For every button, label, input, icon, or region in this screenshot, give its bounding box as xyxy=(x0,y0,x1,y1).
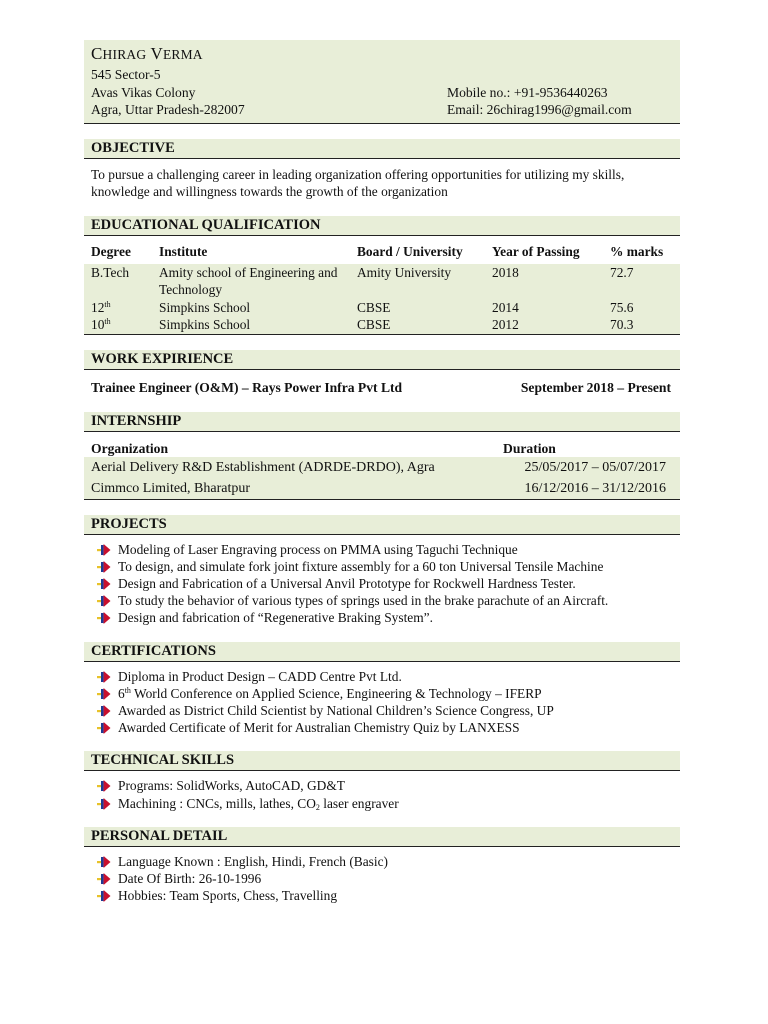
work-heading: WORK EXPIRIENCE xyxy=(84,350,680,370)
address-line-2: Avas Vikas Colony xyxy=(91,84,196,100)
address-row-3 xyxy=(91,101,673,119)
list-item xyxy=(97,558,680,575)
marks-cell: 70.3 xyxy=(610,316,680,334)
certification-ordinal: 6 xyxy=(118,685,125,701)
personal-text: Hobbies: Team Sports, Chess, Travelling xyxy=(118,888,338,904)
degree-cell xyxy=(84,316,159,334)
list-item xyxy=(84,478,680,500)
projects-heading: PROJECTS xyxy=(84,515,680,535)
list-item xyxy=(97,870,680,887)
arrow-bullet-icon xyxy=(97,595,111,607)
arrow-bullet-icon xyxy=(97,780,111,792)
degree-suffix: th xyxy=(104,299,111,309)
degree-cell: B.Tech xyxy=(84,264,159,299)
list-item xyxy=(97,592,680,609)
list-item xyxy=(97,668,680,685)
candidate-name: CHIRAG VERMA xyxy=(91,44,203,63)
degree-number: 10 xyxy=(91,317,105,332)
certification-ordinal-suffix: th xyxy=(124,685,131,695)
institute-cell: Simpkins School xyxy=(159,316,357,334)
arrow-bullet-icon xyxy=(97,798,111,810)
arrow-bullet-icon xyxy=(97,561,111,573)
table-row xyxy=(84,299,680,317)
internship-duration: 16/12/2016 – 31/12/2016 xyxy=(524,480,666,496)
list-item xyxy=(97,575,680,592)
arrow-bullet-icon xyxy=(97,856,111,868)
arrow-bullet-icon xyxy=(97,612,111,624)
work-role: Trainee Engineer (O&M) – Rays Power Infra Pvt Ltd xyxy=(91,379,403,395)
project-text: Design and Fabrication of a Universal Anvil Prototype for Rockwell Hardness Tester. xyxy=(118,575,576,591)
certifications-list xyxy=(84,662,680,737)
personal-text: Language Known : English, Hindi, French (Basic) xyxy=(118,853,388,869)
address-line-3: Agra, Uttar Pradesh-282007 xyxy=(91,102,245,117)
degree-number: 12 xyxy=(91,299,105,315)
project-text: To design, and simulate fork joint fixture assembly for a 60 ton Universal Tensile Machine xyxy=(118,558,604,574)
email-address: Email: 26chirag1996@gmail.com xyxy=(447,102,632,117)
arrow-bullet-icon xyxy=(97,873,111,885)
objective-heading: OBJECTIVE xyxy=(84,139,680,159)
table-row xyxy=(84,264,680,299)
degree-cell xyxy=(84,299,159,317)
board-cell: CBSE xyxy=(357,299,492,317)
arrow-bullet-icon xyxy=(97,890,111,902)
internship-heading: INTERNSHIP xyxy=(84,412,680,432)
project-text: To study the behavior of various types of springs used in the brake parachute of an Aircraft. xyxy=(118,593,609,609)
col-year: Year of Passing xyxy=(492,243,580,259)
certification-text: World Conference on Applied Science, Engineering & Technology – IFERP xyxy=(130,685,542,701)
list-item xyxy=(97,777,680,794)
certifications-heading: CERTIFICATIONS xyxy=(84,642,680,662)
contact-header xyxy=(84,40,680,124)
personal-list xyxy=(84,847,680,905)
arrow-bullet-icon xyxy=(97,705,111,717)
education-heading: EDUCATIONAL QUALIFICATION xyxy=(84,216,680,236)
list-item xyxy=(97,541,680,558)
certification-text: Awarded Certificate of Merit for Australian Chemistry Quiz by LANXESS xyxy=(118,720,520,736)
skill-text: Machining : CNCs, mills, lathes, CO xyxy=(118,795,316,811)
list-item xyxy=(97,887,680,904)
education-header-row xyxy=(84,236,680,264)
education-table xyxy=(84,236,680,335)
address-line-1: 545 Sector-5 xyxy=(91,67,161,82)
address-row-1 xyxy=(91,66,673,84)
degree-suffix: th xyxy=(104,317,111,326)
board-cell: Amity University xyxy=(357,264,492,299)
work-period: September 2018 – Present xyxy=(520,379,671,395)
col-duration: Duration xyxy=(503,440,556,456)
arrow-bullet-icon xyxy=(97,688,111,700)
projects-list xyxy=(84,535,680,627)
internship-org: Aerial Delivery R&D Establishment (ADRDE-DRDO), Agra xyxy=(91,459,435,475)
list-item xyxy=(97,702,680,719)
project-text: Design and fabrication of “Regenerative Braking System”. xyxy=(118,610,433,626)
skill-text: Programs: SolidWorks, AutoCAD, GD&T xyxy=(118,778,345,794)
personal-heading: PERSONAL DETAIL xyxy=(84,827,680,847)
institute-cell: Amity school of Engineering and Technology xyxy=(159,264,357,299)
skill-text: laser engraver xyxy=(319,795,399,811)
col-institute: Institute xyxy=(159,243,208,259)
list-item xyxy=(97,853,680,870)
col-degree: Degree xyxy=(91,243,131,259)
arrow-bullet-icon xyxy=(97,578,111,590)
arrow-bullet-icon xyxy=(97,722,111,734)
board-cell: CBSE xyxy=(357,316,492,334)
internship-duration: 25/05/2017 – 05/07/2017 xyxy=(524,459,666,475)
internship-header-row xyxy=(84,432,680,457)
col-board: Board / University xyxy=(357,243,463,259)
work-entry xyxy=(84,370,680,397)
personal-text: Date Of Birth: 26-10-1996 xyxy=(118,870,262,886)
project-text: Modeling of Laser Engraving process on PMMA using Taguchi Technique xyxy=(118,541,518,557)
marks-cell: 75.6 xyxy=(610,299,680,317)
col-organization: Organization xyxy=(91,440,169,456)
list-item xyxy=(97,609,680,626)
list-item xyxy=(97,719,680,736)
skills-list xyxy=(84,771,680,811)
list-item xyxy=(97,795,680,812)
institute-cell: Simpkins School xyxy=(159,299,357,317)
arrow-bullet-icon xyxy=(97,544,111,556)
skills-heading: TECHNICAL SKILLS xyxy=(84,751,680,771)
objective-text: To pursue a challenging career in leading organization offering opportunities for utilizing my skills, knowledge and willingness towards the growth of the organization xyxy=(91,166,625,199)
mobile-number: Mobile no.: +91-9536440263 xyxy=(447,84,608,100)
header-spacer xyxy=(447,66,673,84)
resume-page xyxy=(84,40,680,904)
address-row-2 xyxy=(91,84,673,102)
internship-org: Cimmco Limited, Bharatpur xyxy=(91,480,251,496)
list-item xyxy=(84,457,680,478)
table-row xyxy=(84,316,680,334)
year-cell: 2018 xyxy=(492,264,610,299)
list-item xyxy=(97,685,680,702)
certification-text: Diploma in Product Design – CADD Centre Pvt Ltd. xyxy=(118,668,402,684)
marks-cell: 72.7 xyxy=(610,264,680,299)
certification-text: Awarded as District Child Scientist by National Children’s Science Congress, UP xyxy=(118,702,554,718)
arrow-bullet-icon xyxy=(97,671,111,683)
skill-subscript: 2 xyxy=(315,802,320,812)
col-marks: % marks xyxy=(610,243,664,259)
year-cell: 2014 xyxy=(492,299,610,317)
year-cell: 2012 xyxy=(492,316,610,334)
